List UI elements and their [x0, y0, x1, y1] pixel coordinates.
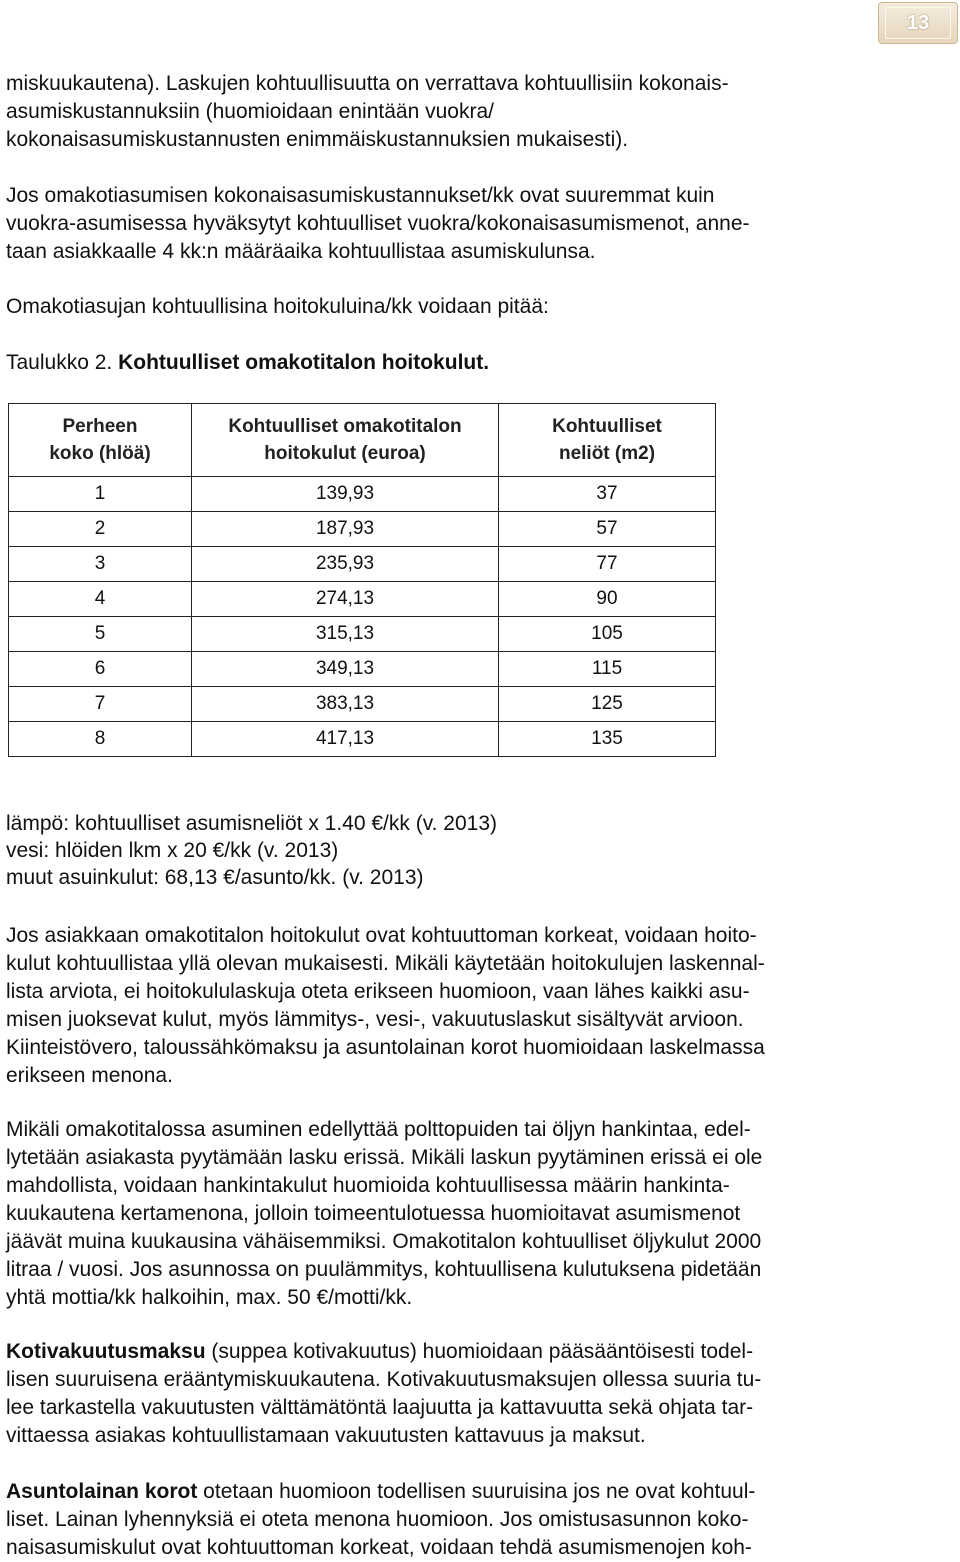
table-row [9, 547, 716, 582]
table-row [9, 617, 716, 652]
paragraph-high-costs: Jos asiakkaan omakotitalon hoitokulut ovat kohtuuttoman korkeat, voidaan hoito- kulut kohtuullistaa yllä olevan mukaisesti. Mikäli käytetään hoitokulujen laskennal- lista arviota, ei hoitokululaskuja oteta erikseen huomioon, vaan lähes kaikki asu- misen juoksevat kulut, myös lämmitys-, vesi-, vakuutuslaskut sisältyvät arvioon. Kiinteistövero, taloussähkömaksu ja asuntolainan korot huomioidaan laskelmassa erikseen menona. [6, 924, 765, 1087]
cell-cost: 139,93 [192, 477, 499, 512]
table-caption: Taulukko 2. Kohtuulliset omakotitalon hoitokulut. [6, 351, 490, 374]
cell-family-size: 7 [9, 687, 192, 722]
table-row [9, 512, 716, 547]
table-row [9, 477, 716, 512]
paragraph-owner-housing: Jos omakotiasumisen kokonaisasumiskustannukset/kk ovat suuremmat kuin vuokra-asumisessa hyväksytyt kohtuulliset vuokra/kokonaisasumismenot, anne- taan asiakkaalle 4 kk:n määräaika kohtuullistaa asumiskulunsa. [6, 184, 750, 263]
cell-family-size: 5 [9, 617, 192, 652]
cell-cost: 187,93 [192, 512, 499, 547]
header-square-meters: Kohtuulliset neliöt (m2) [499, 404, 716, 477]
header-maintenance-cost: Kohtuulliset omakotitalon hoitokulut (euroa) [192, 404, 499, 477]
cell-family-size: 2 [9, 512, 192, 547]
table-row [9, 652, 716, 687]
table-row [9, 687, 716, 722]
page-number-badge: 13 [878, 2, 958, 44]
cell-square-meters: 77 [499, 547, 716, 582]
mortgage-interest-term: Asuntolainan korot [6, 1480, 198, 1503]
cell-cost: 235,93 [192, 547, 499, 582]
table-row [9, 722, 716, 757]
cell-square-meters: 125 [499, 687, 716, 722]
cell-square-meters: 90 [499, 582, 716, 617]
maintenance-cost-table [8, 403, 716, 757]
note-heating: lämpö: kohtuulliset asumisneliöt x 1.40 €/kk (v. 2013) [6, 812, 498, 835]
note-other-costs: muut asuinkulut: 68,13 €/asunto/kk. (v. 2013) [6, 866, 424, 889]
cell-cost: 315,13 [192, 617, 499, 652]
cost-notes [6, 810, 497, 891]
paragraph-mortgage-interest: Asuntolainan korot otetaan huomioon todellisen suuruisina jos ne ovat kohtuul- liset. Lainan lyhennyksiä ei oteta menona huomioon. Jos omistusasunnon koko- naisasumiskulut ovat kohtuuttoman korkeat, voidaan tehdä asumismenojen koh- [6, 1480, 756, 1559]
paragraph-home-insurance: Kotivakuutusmaksu (suppea kotivakuutus) huomioidaan pääsääntöisesti todel- lisen suuruisena erääntymiskuukautena. Kotivakuutusmaksujen ollessa suuria tu- lee tarkastella vakuutusten välttämätöntä laajuutta ja kattavuutta sekä ohjata tar- vittaessa asiakas kohtuullistamaan vakuutusten kattavuus ja maksut. [6, 1340, 762, 1447]
cell-family-size: 4 [9, 582, 192, 617]
cell-square-meters: 135 [499, 722, 716, 757]
cell-family-size: 8 [9, 722, 192, 757]
paragraph-intro: miskuukautena). Laskujen kohtuullisuutta on verrattava kohtuullisiin kokonais- asumiskustannuksiin (huomioidaan enintään vuokra/ kokonaisasumiskustannusten enimmäiskustannuksien mukaisesti). [6, 72, 729, 151]
note-water: vesi: hlöiden lkm x 20 €/kk (v. 2013) [6, 839, 339, 862]
cell-cost: 383,13 [192, 687, 499, 722]
cell-cost: 349,13 [192, 652, 499, 687]
cell-square-meters: 115 [499, 652, 716, 687]
cell-family-size: 3 [9, 547, 192, 582]
cell-family-size: 6 [9, 652, 192, 687]
paragraph-reasonable-costs-intro: Omakotiasujan kohtuullisina hoitokuluina/kk voidaan pitää: [6, 295, 549, 318]
cell-square-meters: 37 [499, 477, 716, 512]
cell-cost: 274,13 [192, 582, 499, 617]
cell-square-meters: 57 [499, 512, 716, 547]
header-family-size: Perheen koko (hlöä) [9, 404, 192, 477]
home-insurance-term: Kotivakuutusmaksu [6, 1340, 206, 1363]
paragraph-firewood-oil: Mikäli omakotitalossa asuminen edellyttää polttopuiden tai öljyn hankintaa, edel- lytetään asiakasta pyytämään lasku erissä. Mikäli laskun pyytäminen erissä ei ole mahdollista, voidaan hankintakulut huomioida kohtuullisessa määrin hankinta- kuukautena kertamenona, jolloin toimeentulotuessa huomioitavat asumismenot jäävät muina kuukausina vähäisemmiksi. Omakotitalon kohtuulliset öljykulut 2000 litraa / vuosi. Jos asunnossa on puulämmitys, kohtuullisena kulutuksena pidetään yhtä mottia/kk halkoihin, max. 50 €/motti/kk. [6, 1118, 763, 1309]
table-header-row [9, 404, 716, 477]
table-row [9, 582, 716, 617]
cell-square-meters: 105 [499, 617, 716, 652]
cell-cost: 417,13 [192, 722, 499, 757]
cell-family-size: 1 [9, 477, 192, 512]
